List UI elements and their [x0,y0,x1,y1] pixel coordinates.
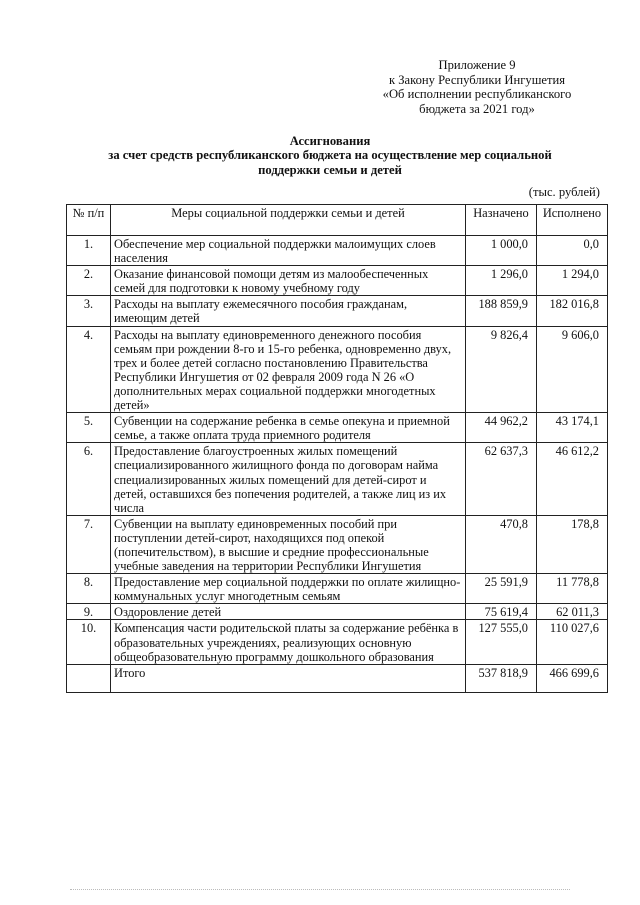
row-name-cell: Субвенции на выплату единовременных пособий при поступлении детей-сирот, находящихся под опекой (попечительством), в высшие и средние профессиональные учебные заведения на территории Республики Ингушетия [111,515,466,573]
row-assigned-cell: 1 000,0 [466,236,537,266]
row-num-cell: 3. [67,296,111,326]
table-row [67,574,608,604]
row-executed-cell: 178,8 [537,515,608,573]
row-executed-cell: 43 174,1 [537,413,608,443]
row-name-cell: Предоставление благоустроенных жилых помещений специализированного жилищного фонда по договорам найма специализированных жилых помещений для детей-сирот и детей, оставшихся без попечения родителей, а также лиц из их числа [111,443,466,515]
row-executed-cell: 46 612,2 [537,443,608,515]
table-row [67,326,608,413]
total-executed-cell: 466 699,6 [537,664,608,692]
row-executed-cell: 62 011,3 [537,604,608,620]
row-name-cell: Компенсация части родительской платы за содержание ребёнка в образовательных учреждениях, реализующих основную общеобразовательную программу дошкольного образования [111,620,466,664]
table-row [67,604,608,620]
total-num-cell [67,664,111,692]
row-assigned-cell: 44 962,2 [466,413,537,443]
table-body [67,236,608,693]
table-row [67,413,608,443]
header-num: № п/п [67,205,111,236]
appropriations-table [66,204,608,693]
row-assigned-cell: 9 826,4 [466,326,537,413]
title-line-2: за счет средств республиканского бюджета на осуществление мер социальной [108,148,552,163]
row-executed-cell: 9 606,0 [537,326,608,413]
row-executed-cell: 0,0 [537,236,608,266]
row-name-cell: Оздоровление детей [111,604,466,620]
row-num-cell: 9. [67,604,111,620]
appendix-line-2: к Закону Республики Ингушетия [388,72,566,87]
table-total-row [67,664,608,692]
table-row [67,266,608,296]
row-assigned-cell: 75 619,4 [466,604,537,620]
row-assigned-cell: 25 591,9 [466,574,537,604]
header-executed: Исполнено [537,205,608,236]
row-num-cell: 4. [67,326,111,413]
row-name-cell: Предоставление мер социальной поддержки по оплате жилищно-коммунальных услуг многодетным семьям [111,574,466,604]
table-row [67,515,608,573]
row-executed-cell: 110 027,6 [537,620,608,664]
units-label: (тыс. рублей) [528,185,600,199]
row-name-cell: Субвенции на содержание ребенка в семье опекуна и приемной семье, а также оплата труда приемного родителя [111,413,466,443]
row-name-cell: Расходы на выплату единовременного денежного пособия семьям при рождении 8-го и 15-го ребенка, одновременно двух, трех и более детей согласно постановлению Правительства Республики Ингушетия от 02 февраля 2009 года N 26 «О дополнительных мерах социальной поддержки многодетных детей» [111,326,466,413]
row-assigned-cell: 62 637,3 [466,443,537,515]
appendix-header [352,58,602,116]
appendix-line-3: «Об исполнении республиканского [382,87,572,102]
title-line-1: Ассигнования [289,134,371,148]
header-name: Меры социальной поддержки семьи и детей [111,205,466,236]
row-assigned-cell: 188 859,9 [466,296,537,326]
row-assigned-cell: 127 555,0 [466,620,537,664]
row-num-cell: 7. [67,515,111,573]
row-num-cell: 6. [67,443,111,515]
row-name-cell: Оказание финансовой помощи детям из малообеспеченных семей для подготовки к новому учебному году [111,266,466,296]
table-row [67,296,608,326]
page-bottom-divider [70,889,570,891]
row-executed-cell: 1 294,0 [537,266,608,296]
row-num-cell: 2. [67,266,111,296]
row-num-cell: 8. [67,574,111,604]
appendix-line-4: бюджета за 2021 год» [419,101,535,116]
row-num-cell: 10. [67,620,111,664]
table-header-row [67,205,608,236]
table-row [67,443,608,515]
table-row [67,620,608,664]
row-executed-cell: 11 778,8 [537,574,608,604]
row-assigned-cell: 470,8 [466,515,537,573]
total-name-cell: Итого [111,664,466,692]
appendix-line-1: Приложение 9 [438,58,516,72]
header-assigned: Назначено [466,205,537,236]
row-name-cell: Обеспечение мер социальной поддержки малоимущих слоев населения [111,236,466,266]
row-name-cell: Расходы на выплату ежемесячного пособия гражданам, имеющим детей [111,296,466,326]
table-row [67,236,608,266]
row-assigned-cell: 1 296,0 [466,266,537,296]
total-assigned-cell: 537 818,9 [466,664,537,692]
row-num-cell: 5. [67,413,111,443]
row-num-cell: 1. [67,236,111,266]
document-title [60,134,600,177]
title-line-3: поддержки семьи и детей [258,162,402,177]
row-executed-cell: 182 016,8 [537,296,608,326]
